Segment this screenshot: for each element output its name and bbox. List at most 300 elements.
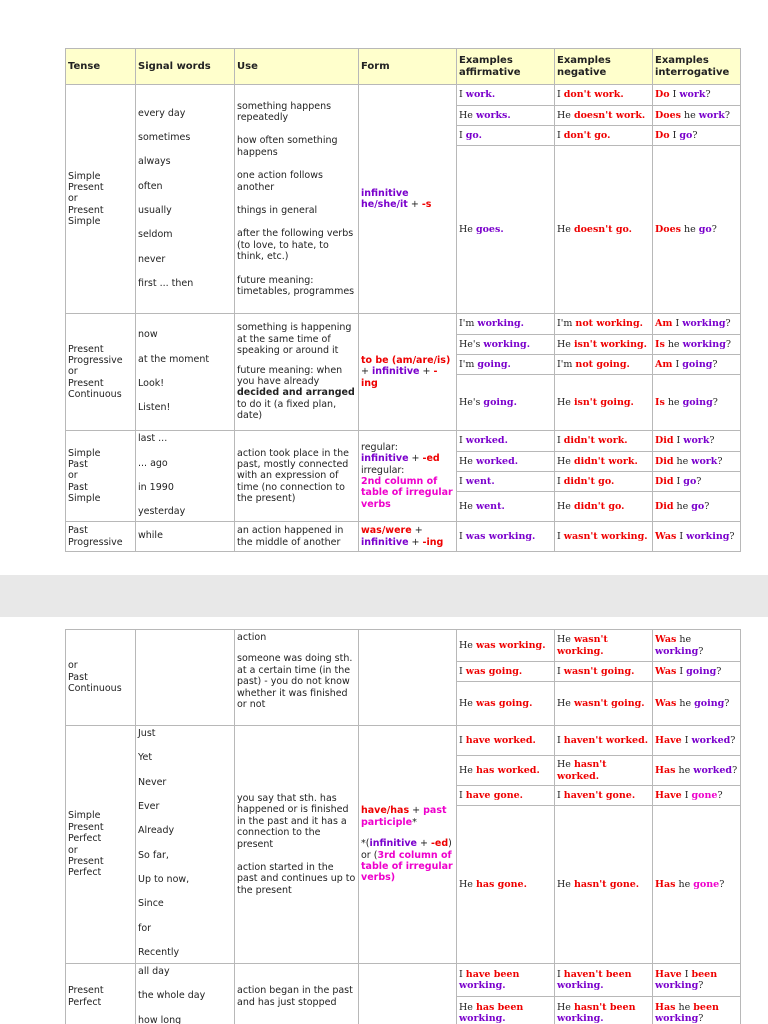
text-fragment: I — [557, 734, 564, 746]
text-fragment: ? — [717, 789, 723, 801]
form-simple-present — [359, 85, 457, 314]
text-fragment: work — [691, 455, 718, 467]
text-fragment: I — [672, 318, 683, 330]
header-form: Form — [359, 49, 457, 85]
text-fragment: He — [557, 878, 574, 890]
text-fragment: . — [644, 530, 648, 542]
header-row — [66, 49, 741, 85]
text-fragment: ? — [696, 475, 702, 487]
text-fragment: . — [600, 980, 604, 991]
text-fragment: Present — [68, 377, 104, 389]
text-fragment: ? — [698, 980, 704, 991]
example-affirmative — [457, 146, 555, 314]
text-fragment: . — [641, 109, 646, 121]
text-fragment: isn't working — [573, 338, 644, 350]
text-fragment: He — [557, 634, 574, 646]
text-fragment: He's — [459, 396, 484, 408]
text-fragment: to do it (a fixed plan, date) — [237, 398, 337, 422]
text-fragment: go — [465, 129, 479, 141]
text-fragment: *( — [361, 838, 370, 850]
text-fragment: I — [459, 89, 466, 101]
text-fragment: I — [557, 435, 564, 447]
example-negative — [555, 997, 653, 1024]
example-negative — [555, 106, 653, 126]
form-past-continuous — [359, 630, 457, 726]
text-fragment: wasn't working — [557, 634, 608, 657]
text-fragment: I — [459, 734, 466, 746]
text-fragment: he — [680, 223, 699, 235]
example-negative — [555, 85, 653, 106]
text-fragment: He — [459, 764, 476, 776]
text-fragment: first ... then — [138, 278, 194, 290]
example-affirmative — [457, 314, 555, 335]
text-fragment: wasn't working — [563, 530, 645, 542]
text-fragment: work — [465, 89, 492, 101]
text-fragment: I — [557, 129, 564, 141]
text-fragment: I — [681, 734, 692, 746]
text-fragment: -ed — [422, 453, 440, 465]
text-fragment: Already — [138, 825, 175, 837]
example-affirmative — [457, 726, 555, 756]
text-fragment: usually — [138, 205, 172, 216]
text-fragment: I — [557, 968, 564, 980]
text-fragment: + — [411, 525, 423, 537]
text-fragment: work — [679, 89, 706, 101]
text-fragment: last ... — [138, 433, 168, 445]
text-fragment: yesterday — [138, 506, 186, 518]
example-affirmative — [457, 375, 555, 431]
text-fragment: ? — [732, 764, 738, 776]
signal-words-present-progressive — [136, 314, 235, 431]
text-fragment: . — [502, 980, 506, 991]
text-fragment: . — [626, 358, 630, 370]
text-fragment: ? — [709, 435, 715, 447]
text-fragment: Past — [68, 481, 88, 493]
text-fragment: . — [644, 734, 649, 746]
example-interrogative — [653, 682, 741, 726]
example-interrogative — [653, 786, 741, 806]
use-present-progressive — [235, 314, 359, 431]
text-fragment: . — [536, 764, 540, 776]
example-interrogative — [653, 472, 741, 492]
text-fragment: now — [138, 329, 158, 341]
text-fragment: has gone — [475, 878, 524, 890]
example-interrogative — [653, 997, 741, 1024]
text-fragment: go — [683, 475, 697, 487]
example-negative — [555, 964, 653, 997]
text-fragment: I — [557, 789, 564, 801]
text-fragment: wasn't going — [563, 665, 632, 677]
text-fragment: or — [68, 193, 78, 205]
example-negative — [555, 806, 653, 964]
text-fragment: He — [557, 697, 574, 709]
text-fragment: Has — [655, 1001, 676, 1013]
text-fragment: all day — [138, 966, 170, 977]
text-fragment: something is happening at the same time of speaking or around it — [237, 322, 352, 357]
example-interrogative — [653, 492, 741, 522]
text-fragment: . — [595, 770, 600, 782]
text-fragment: the whole day — [138, 990, 206, 1002]
text-fragment: Listen! — [138, 402, 171, 414]
tense-simple-past — [66, 431, 136, 522]
text-fragment: I — [459, 530, 466, 542]
text-fragment: ? — [698, 1013, 704, 1024]
text-fragment: goes — [475, 223, 501, 235]
bold-text: decided and arranged — [237, 387, 355, 399]
text-fragment: working — [557, 1013, 601, 1024]
text-fragment: was working — [465, 530, 533, 542]
table-row — [66, 964, 741, 997]
text-fragment: . — [502, 1013, 506, 1024]
text-fragment: Present — [68, 181, 104, 193]
text-fragment: seldom — [138, 229, 173, 241]
text-fragment: I — [681, 968, 692, 980]
text-fragment: 3rd column of table of irregular verbs) — [361, 849, 453, 884]
text-fragment: . — [501, 500, 505, 512]
text-fragment: Does — [655, 223, 681, 235]
page-2 — [0, 617, 768, 1024]
example-interrogative — [653, 662, 741, 682]
text-fragment: ? — [712, 358, 718, 370]
text-fragment: -ing — [422, 536, 444, 548]
text-fragment: . — [507, 358, 511, 370]
text-fragment: Did — [655, 475, 674, 487]
text-fragment: he — [673, 500, 692, 512]
example-negative — [555, 682, 653, 726]
text-fragment: doesn't go — [573, 223, 629, 235]
text-fragment: Never — [138, 776, 167, 788]
text-fragment: Did — [655, 435, 674, 447]
text-fragment: worked — [693, 764, 733, 776]
text-fragment: Does — [655, 109, 681, 121]
text-fragment: working — [557, 980, 601, 991]
text-fragment: Do — [655, 129, 670, 141]
text-fragment: Continuous — [68, 683, 122, 695]
text-fragment: never — [138, 253, 166, 265]
text-fragment: I — [459, 789, 466, 801]
text-fragment: Have — [655, 789, 682, 801]
text-fragment: . — [600, 645, 604, 657]
text-fragment: I — [459, 475, 466, 487]
text-fragment: Perfect — [68, 833, 102, 845]
text-fragment: how long — [138, 1014, 182, 1024]
header-examples-affirmative: Examples affirmative — [457, 49, 555, 85]
example-interrogative — [653, 726, 741, 756]
text-line — [361, 838, 454, 884]
text-fragment: + — [409, 805, 424, 817]
text-fragment: hasn't been — [573, 1001, 636, 1013]
text-fragment: ? — [717, 455, 723, 467]
text-fragment: He — [557, 1001, 574, 1013]
text-fragment: Simple — [68, 493, 101, 505]
example-interrogative — [653, 630, 741, 662]
text-fragment: how often something happens — [237, 135, 338, 158]
text-fragment: Simple — [68, 216, 101, 228]
text-fragment: . — [643, 338, 647, 350]
text-fragment: sometimes — [138, 131, 191, 143]
text-fragment: action started in the past and continues up to the present — [237, 861, 356, 896]
use-simple-present — [235, 85, 359, 314]
text-fragment: Has — [655, 764, 676, 776]
example-affirmative — [457, 630, 555, 662]
text-fragment: . — [624, 435, 628, 447]
text-fragment: one action follows another — [237, 170, 323, 193]
example-interrogative — [653, 335, 741, 355]
text-fragment: I — [557, 530, 564, 542]
text-fragment: -ing — [361, 366, 438, 389]
text-fragment: Present — [68, 343, 104, 355]
text-fragment: have worked — [465, 734, 533, 746]
text-fragment: + — [408, 536, 423, 548]
text-fragment: infinitive — [369, 838, 417, 850]
text-fragment: hasn't gone — [573, 878, 636, 890]
text-fragment: Simple — [68, 810, 101, 822]
text-fragment: + — [407, 199, 422, 210]
example-negative — [555, 786, 653, 806]
table-row — [66, 314, 741, 335]
text-fragment: Simple — [68, 447, 101, 459]
example-interrogative — [653, 756, 741, 786]
text-fragment: ? — [712, 396, 718, 408]
text-fragment: . — [523, 878, 527, 890]
text-fragment: irregular: — [361, 464, 405, 476]
text-fragment: Is — [655, 396, 665, 408]
text-fragment: Up to now, — [138, 874, 190, 886]
text-fragment: He — [459, 639, 476, 651]
text-fragment: often — [138, 180, 163, 192]
example-negative — [555, 662, 653, 682]
text-fragment: ) or ( — [361, 838, 452, 861]
table-row — [66, 431, 741, 452]
example-negative — [555, 314, 653, 335]
example-interrogative — [653, 522, 741, 552]
text-fragment: didn't go — [573, 500, 622, 512]
text-fragment: + — [361, 366, 372, 378]
text-fragment: someone was doing sth. at a certain time (in the past) - you do not know whether it was finished or not — [237, 653, 353, 710]
text-fragment: wasn't going — [573, 697, 642, 709]
text-fragment: going — [682, 358, 713, 370]
signal-words-simple-past — [136, 431, 235, 522]
text-fragment: at the moment — [138, 353, 210, 365]
text-fragment: I — [673, 475, 684, 487]
text-fragment: worked — [475, 455, 515, 467]
example-interrogative — [653, 431, 741, 452]
text-fragment: 2nd column of table of irregular verbs — [361, 476, 453, 510]
text-fragment: He — [459, 878, 476, 890]
text-fragment: after the following verbs (to love, to hate, to think, etc.) — [237, 228, 354, 263]
text-fragment: things in general — [237, 205, 318, 216]
text-fragment: or — [68, 470, 78, 482]
example-interrogative — [653, 85, 741, 106]
header-examples-negative: Examples negative — [555, 49, 653, 85]
text-fragment: ? — [725, 318, 731, 330]
text-fragment: . — [491, 89, 496, 101]
text-fragment: didn't work — [573, 455, 635, 467]
text-fragment: you say that sth. has happened or is finished in the past and it has a connection to the present — [237, 792, 349, 850]
text-fragment: . — [520, 318, 524, 330]
example-affirmative — [457, 106, 555, 126]
example-negative — [555, 522, 653, 552]
text-fragment: going — [682, 396, 713, 408]
text-fragment: Progressive — [68, 536, 123, 548]
text-fragment: I — [459, 129, 466, 141]
text-fragment: I — [672, 358, 683, 370]
text-fragment: . — [641, 697, 645, 709]
text-fragment: Have — [655, 968, 682, 980]
text-fragment: gone — [691, 789, 718, 801]
text-fragment: working — [682, 318, 726, 330]
text-fragment: -s — [421, 199, 432, 210]
signal-words-past-progressive: while — [136, 522, 235, 552]
text-fragment: . — [635, 878, 640, 890]
use-past-progressive: an action happened in the middle of another — [235, 522, 359, 552]
text-fragment: Perfect — [68, 867, 102, 879]
example-affirmative — [457, 472, 555, 492]
text-fragment: Is — [655, 338, 665, 350]
text-fragment: Perfect — [68, 996, 102, 1008]
text-fragment: He — [557, 396, 574, 408]
text-fragment: working — [686, 530, 730, 542]
text-fragment: . — [518, 665, 523, 677]
text-fragment: working — [655, 980, 699, 991]
text-fragment: Did — [655, 455, 674, 467]
text-fragment: worked — [465, 435, 505, 447]
text-fragment: in 1990 — [138, 482, 174, 493]
example-negative — [555, 472, 653, 492]
text-fragment: work — [683, 435, 710, 447]
text-fragment: Simple — [68, 170, 101, 182]
text-fragment: Look! — [138, 378, 165, 389]
text-fragment: ? — [725, 338, 731, 350]
example-negative — [555, 452, 653, 472]
text-fragment: + — [416, 838, 431, 850]
example-negative — [555, 146, 653, 314]
text-fragment: he — [676, 697, 695, 709]
text-fragment: action — [237, 632, 267, 643]
text-fragment: he — [673, 455, 692, 467]
text-fragment: Was — [655, 665, 677, 677]
text-fragment: going — [694, 697, 725, 709]
text-fragment: working — [483, 338, 527, 350]
text-fragment: something happens repeatedly — [237, 100, 332, 124]
text-fragment: Was — [655, 530, 677, 542]
signal-words-simple-present — [136, 85, 235, 314]
text-fragment: Just — [138, 728, 156, 739]
table-row — [66, 630, 741, 662]
text-fragment: Present — [68, 985, 104, 997]
text-fragment: ? — [716, 665, 722, 677]
example-negative — [555, 431, 653, 452]
tenses-table-2 — [65, 629, 741, 1024]
example-interrogative — [653, 126, 741, 146]
text-fragment: I'm — [459, 358, 478, 370]
example-affirmative — [457, 335, 555, 355]
text-fragment: have been — [465, 968, 520, 980]
text-fragment: Present — [68, 855, 104, 867]
text-fragment: haven't worked — [563, 734, 645, 746]
text-fragment: didn't work — [563, 435, 625, 447]
text-fragment: gone — [693, 878, 720, 890]
text-fragment: He's — [459, 338, 484, 350]
example-negative — [555, 126, 653, 146]
text-fragment: Am — [655, 358, 673, 370]
text-fragment: ? — [704, 500, 710, 512]
text-fragment: He — [459, 109, 476, 121]
text-fragment: for — [138, 922, 152, 934]
text-fragment: have gone — [465, 789, 520, 801]
example-affirmative — [457, 431, 555, 452]
text-fragment: infinitive — [371, 366, 420, 378]
text-fragment: work — [698, 109, 725, 121]
text-fragment: Past — [68, 525, 88, 537]
example-affirmative — [457, 126, 555, 146]
text-fragment: Have — [655, 734, 682, 746]
text-fragment: ? — [724, 697, 730, 709]
text-fragment: haven't been — [563, 968, 632, 980]
text-fragment: . — [542, 639, 546, 651]
text-fragment: . — [532, 530, 536, 542]
text-fragment: . — [600, 1013, 604, 1024]
text-fragment: go — [679, 129, 693, 141]
tense-present-perfect-simple — [66, 726, 136, 964]
text-fragment: * — [412, 816, 417, 828]
text-fragment: infinitive — [361, 187, 409, 199]
text-fragment: working — [655, 645, 699, 657]
text-fragment: I — [557, 665, 564, 677]
text-fragment: + — [408, 453, 423, 465]
text-fragment: regular: — [361, 441, 398, 453]
text-fragment: working — [655, 1013, 699, 1024]
text-fragment: . — [620, 89, 624, 101]
text-fragment: hasn't worked — [557, 759, 607, 782]
text-fragment: ? — [719, 878, 725, 890]
text-fragment: he — [675, 764, 694, 776]
text-fragment: . — [634, 455, 638, 467]
text-fragment: working — [477, 318, 521, 330]
text-fragment: Present — [68, 204, 104, 216]
text-fragment: . — [631, 789, 636, 801]
text-fragment: past participle — [361, 805, 447, 828]
example-affirmative — [457, 756, 555, 786]
tense-past-continuous — [66, 630, 136, 726]
example-affirmative — [457, 355, 555, 375]
text-fragment: Past — [68, 671, 88, 683]
text-fragment: going — [483, 396, 514, 408]
text-fragment: . — [611, 475, 615, 487]
text-fragment: He — [557, 500, 574, 512]
signal-words-past-continuous — [136, 630, 235, 726]
text-fragment: He — [459, 500, 476, 512]
header-signal-words: Signal words — [136, 49, 235, 85]
form-present-progressive — [359, 314, 457, 431]
table-row — [66, 85, 741, 106]
text-fragment: he — [675, 1001, 694, 1013]
example-interrogative — [653, 806, 741, 964]
use-past-continuous — [235, 630, 359, 726]
text-fragment: I — [681, 789, 692, 801]
text-fragment: He — [459, 1001, 476, 1013]
example-affirmative — [457, 492, 555, 522]
text-fragment: not working — [575, 318, 640, 330]
header-examples-interrogative: Examples interrogative — [653, 49, 741, 85]
example-interrogative — [653, 375, 741, 431]
text-fragment: He — [557, 759, 574, 771]
text-fragment: ? — [724, 109, 730, 121]
text-fragment: or — [68, 844, 78, 856]
text-fragment: He — [557, 338, 574, 350]
text-fragment: I — [669, 89, 680, 101]
example-affirmative — [457, 682, 555, 726]
